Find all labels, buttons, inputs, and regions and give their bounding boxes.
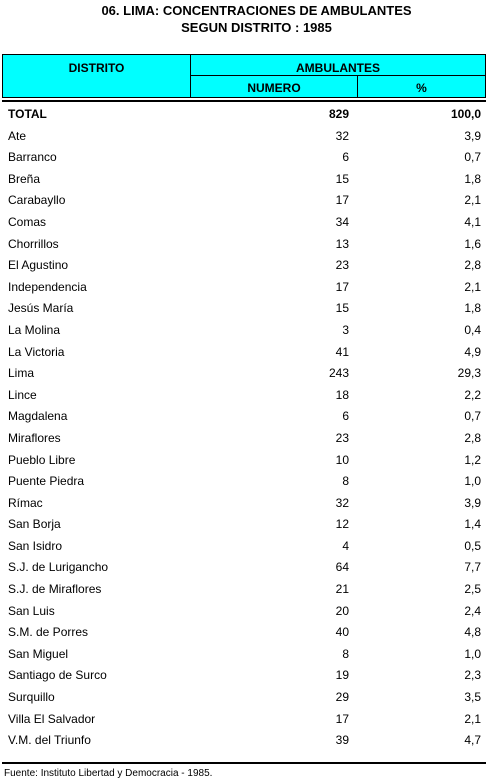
table-row — [0, 428, 489, 450]
total-numero: 829 — [328, 107, 349, 121]
district-numero: 34 — [335, 214, 349, 229]
column-header-distrito: DISTRITO — [3, 55, 191, 97]
district-numero: 17 — [335, 711, 349, 726]
district-numero: 32 — [335, 495, 349, 510]
district-pct: 1,0 — [464, 646, 481, 661]
table-row — [0, 406, 489, 428]
table-row — [0, 255, 489, 277]
district-name: San Miguel — [8, 646, 69, 661]
district-pct: 4,9 — [464, 344, 481, 359]
district-name: San Luis — [8, 603, 55, 618]
district-pct: 1,2 — [464, 452, 481, 467]
district-name: Lince — [8, 387, 37, 402]
table-row — [0, 342, 489, 364]
district-name: Breña — [8, 171, 41, 186]
district-numero: 4 — [342, 538, 349, 553]
source-note: Fuente: Instituto Libertad y Democracia - 1985. — [4, 768, 213, 779]
district-numero: 40 — [335, 625, 349, 640]
table-row — [0, 298, 489, 320]
table-row — [0, 687, 489, 709]
district-pct: 7,7 — [464, 560, 481, 575]
table-title: 06. LIMA: CONCENTRACIONES DE AMBULANTES — [101, 3, 412, 18]
district-rows — [0, 126, 489, 752]
column-header-ambulantes: AMBULANTES — [191, 55, 485, 76]
district-name: Independencia — [8, 279, 87, 294]
table-row — [0, 190, 489, 212]
district-numero: 64 — [335, 560, 349, 575]
district-numero: 15 — [335, 171, 349, 186]
district-pct: 2,3 — [464, 668, 481, 683]
table-row — [0, 601, 489, 623]
district-numero: 21 — [335, 582, 349, 597]
district-numero: 15 — [335, 301, 349, 316]
table-row — [0, 579, 489, 601]
district-numero: 13 — [335, 236, 349, 251]
district-name: Jesús María — [8, 301, 74, 316]
district-numero: 32 — [335, 128, 349, 143]
district-pct: 1,4 — [464, 517, 481, 532]
district-numero: 8 — [342, 646, 349, 661]
district-pct: 2,2 — [464, 387, 481, 402]
district-numero: 6 — [342, 409, 349, 424]
district-name: Magdalena — [8, 409, 68, 424]
table-header — [2, 54, 486, 98]
table-row — [0, 363, 489, 385]
column-header-numero: NUMERO — [191, 76, 358, 97]
district-pct: 29,3 — [457, 366, 481, 381]
district-name: Carabayllo — [8, 193, 66, 208]
table-row — [0, 126, 489, 148]
district-pct: 1,0 — [464, 474, 481, 489]
district-name: Miraflores — [8, 430, 61, 445]
table-row — [0, 450, 489, 472]
district-pct: 2,4 — [464, 603, 481, 618]
district-name: Rímac — [8, 495, 43, 510]
total-pct: 100,0 — [450, 107, 481, 121]
district-name: S.M. de Porres — [8, 625, 89, 640]
district-pct: 0,7 — [464, 150, 481, 165]
top-rule — [2, 100, 486, 102]
total-label: TOTAL — [8, 107, 47, 121]
table-subtitle: SEGUN DISTRITO : 1985 — [181, 20, 332, 35]
total-row — [0, 104, 489, 126]
district-pct: 2,8 — [464, 430, 481, 445]
district-pct: 4,8 — [464, 625, 481, 640]
district-numero: 23 — [335, 430, 349, 445]
district-pct: 2,1 — [464, 279, 481, 294]
district-numero: 6 — [342, 150, 349, 165]
district-name: Santiago de Surco — [8, 668, 107, 683]
district-numero: 29 — [335, 690, 349, 705]
district-pct: 2,8 — [464, 258, 481, 273]
district-name: San Borja — [8, 517, 61, 532]
district-numero: 10 — [335, 452, 349, 467]
district-numero: 243 — [328, 366, 349, 381]
district-name: Villa El Salvador — [8, 711, 96, 726]
table-row — [0, 169, 489, 191]
district-numero: 17 — [335, 279, 349, 294]
district-pct: 2,1 — [464, 193, 481, 208]
district-name: El Agustino — [8, 258, 69, 273]
district-name: La Victoria — [8, 344, 65, 359]
district-pct: 1,6 — [464, 236, 481, 251]
table-row — [0, 471, 489, 493]
district-name: Ate — [8, 128, 27, 143]
table-row — [0, 385, 489, 407]
table-row — [0, 557, 489, 579]
table-row — [0, 493, 489, 515]
district-pct: 4,1 — [464, 214, 481, 229]
table-row — [0, 536, 489, 558]
district-name: Lima — [8, 366, 35, 381]
district-name: Barranco — [8, 150, 57, 165]
table-body — [0, 104, 489, 752]
district-name: La Molina — [8, 322, 61, 337]
district-numero: 18 — [335, 387, 349, 402]
district-pct: 1,8 — [464, 301, 481, 316]
district-name: S.J. de Miraflores — [8, 582, 102, 597]
district-pct: 2,1 — [464, 711, 481, 726]
district-name: Comas — [8, 214, 47, 229]
table-row — [0, 622, 489, 644]
district-pct: 3,5 — [464, 690, 481, 705]
district-name: S.J. de Lurigancho — [8, 560, 109, 575]
table-row — [0, 320, 489, 342]
district-pct: 1,8 — [464, 171, 481, 186]
district-pct: 4,7 — [464, 733, 481, 748]
district-pct: 0,4 — [464, 322, 481, 337]
table-row — [0, 234, 489, 256]
table-row — [0, 212, 489, 234]
district-numero: 39 — [335, 733, 349, 748]
district-numero: 19 — [335, 668, 349, 683]
district-name: V.M. del Triunfo — [8, 733, 91, 748]
district-name: San Isidro — [8, 538, 63, 553]
district-numero: 41 — [335, 344, 349, 359]
district-name: Surquillo — [8, 690, 55, 705]
table-row — [0, 709, 489, 731]
district-numero: 3 — [342, 322, 349, 337]
table-row — [0, 277, 489, 299]
district-numero: 23 — [335, 258, 349, 273]
district-numero: 20 — [335, 603, 349, 618]
table-row — [0, 644, 489, 666]
table-row — [0, 147, 489, 169]
table-row — [0, 730, 489, 752]
district-pct: 3,9 — [464, 128, 481, 143]
district-pct: 0,7 — [464, 409, 481, 424]
district-name: Chorrillos — [8, 236, 59, 251]
district-pct: 3,9 — [464, 495, 481, 510]
district-pct: 0,5 — [464, 538, 481, 553]
district-pct: 2,5 — [464, 582, 481, 597]
table-row — [0, 665, 489, 687]
district-numero: 8 — [342, 474, 349, 489]
table-row — [0, 514, 489, 536]
district-numero: 12 — [335, 517, 349, 532]
district-name: Pueblo Libre — [8, 452, 76, 467]
column-header-porcentaje: % — [416, 81, 427, 95]
district-name: Puente Piedra — [8, 474, 85, 489]
bottom-rule — [2, 762, 486, 764]
district-numero: 17 — [335, 193, 349, 208]
